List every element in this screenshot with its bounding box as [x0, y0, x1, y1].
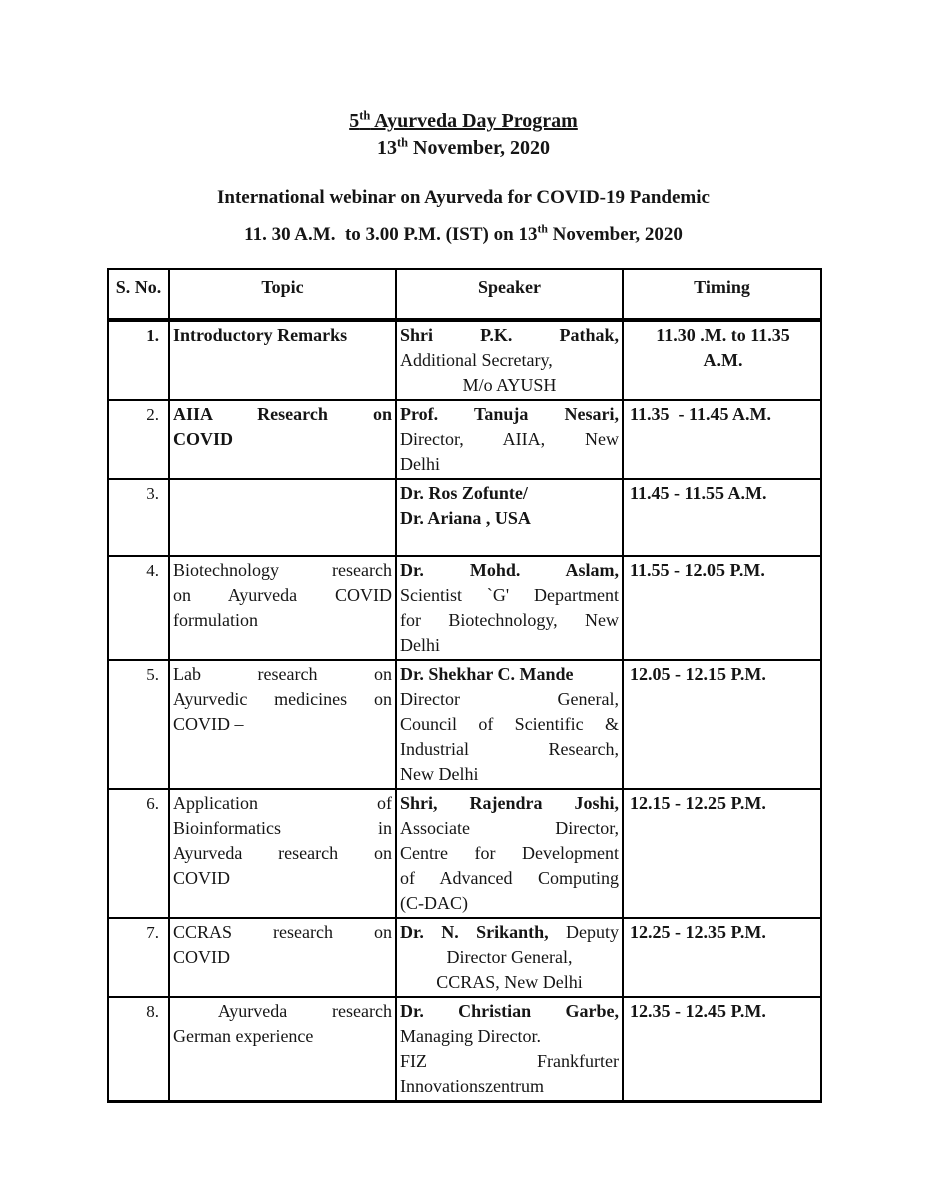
cell-text-bold: Dr. Ros Zofunte/ [400, 483, 528, 503]
timing-cell [623, 918, 821, 997]
cell-line [630, 323, 816, 348]
cell-line [400, 633, 619, 658]
cell-text: CCRAS research on [173, 922, 392, 942]
date-rest: November, 2020 [408, 137, 551, 159]
table-header-row [108, 269, 821, 320]
cell-line [400, 323, 619, 348]
program-table-body [108, 320, 821, 1102]
timing-cell [623, 997, 821, 1102]
cell-line [400, 945, 619, 970]
cell-text: Industrial Research, [400, 739, 619, 759]
cell-text-bold: A.M. [703, 350, 743, 370]
cell-line [400, 608, 619, 633]
page-title [0, 108, 927, 135]
time-rest: November, 2020 [547, 224, 683, 245]
table-row [108, 660, 821, 789]
cell-line [400, 999, 619, 1024]
cell-line [173, 427, 392, 452]
speaker-cell [396, 320, 623, 400]
page-title-text [349, 110, 578, 132]
column-header-timing: Timing [623, 269, 821, 320]
cell-text-bold: 12.35 - 12.45 P.M. [630, 1001, 766, 1021]
cell-text-bold: 12.05 - 12.15 P.M. [630, 664, 766, 684]
speaker-cell [396, 556, 623, 660]
cell-text: Delhi [400, 635, 440, 655]
cell-text: Scientist `G' Department [400, 585, 619, 605]
cell-line [400, 920, 619, 945]
time-text: 11. 30 A.M. to 3.00 P.M. (IST) on 13 [244, 224, 538, 245]
cell-text: FIZ Frankfurter [400, 1051, 619, 1071]
cell-text-bold: Prof. Tanuja Nesari, [400, 404, 619, 424]
topic-cell [169, 556, 396, 660]
cell-text: Managing Director. [400, 1026, 541, 1046]
cell-text: Ayurvedic medicines on [173, 689, 392, 709]
date-number: 13 [376, 137, 397, 159]
serial-number-cell: 7. [108, 918, 169, 997]
timing-cell [623, 400, 821, 479]
time-ordinal-suffix: th [537, 222, 548, 236]
cell-line [173, 945, 392, 970]
cell-line [400, 1024, 619, 1049]
cell-text-bold: 11.30 .M. to 11.35 [656, 325, 790, 345]
cell-text-bold: 11.35 - 11.45 A.M. [630, 404, 772, 424]
cell-text: Director General, [446, 947, 573, 967]
cell-text-bold: Dr. Christian Garbe, [400, 1001, 619, 1021]
cell-text: Delhi [400, 454, 440, 474]
serial-number-cell: 4. [108, 556, 169, 660]
cell-text: Additional Secretary, [400, 350, 553, 370]
cell-line [400, 737, 619, 762]
cell-line [173, 402, 392, 427]
cell-line [173, 323, 392, 348]
cell-line [630, 481, 816, 506]
cell-text: Lab research on [173, 664, 392, 684]
table-row [108, 400, 821, 479]
cell-text: Ayurveda research [173, 1001, 392, 1021]
title-rest: Ayurveda Day Program [370, 110, 578, 132]
timing-cell [623, 479, 821, 556]
title-ordinal-suffix: th [359, 108, 371, 123]
serial-number-cell: 5. [108, 660, 169, 789]
cell-text: Ayurveda research on [173, 843, 392, 863]
cell-text-bold: Dr. Shekhar C. Mande [400, 664, 574, 684]
cell-line [400, 373, 619, 398]
cell-line [400, 427, 619, 452]
cell-line [400, 402, 619, 427]
timing-cell [623, 320, 821, 400]
cell-text: Biotechnology research [173, 560, 392, 580]
cell-line [630, 348, 816, 373]
cell-line [630, 402, 816, 427]
table-row [108, 997, 821, 1102]
cell-text: for Biotechnology, New [400, 610, 619, 630]
cell-line [400, 506, 619, 531]
cell-line [400, 687, 619, 712]
topic-cell [169, 789, 396, 918]
cell-line [400, 558, 619, 583]
cell-text: of Advanced Computing [400, 868, 619, 888]
event-time [0, 223, 927, 247]
cell-line [630, 999, 816, 1024]
cell-line [400, 452, 619, 477]
title-number: 5 [349, 110, 360, 132]
cell-line [400, 1074, 619, 1099]
cell-line [400, 712, 619, 737]
speaker-cell [396, 400, 623, 479]
serial-number-cell: 1. [108, 320, 169, 400]
cell-line [173, 558, 392, 583]
cell-text: CCRAS, New Delhi [436, 972, 583, 992]
timing-cell [623, 789, 821, 918]
table-row [108, 320, 821, 400]
table-row [108, 479, 821, 556]
cell-text: New Delhi [400, 764, 479, 784]
cell-line [173, 662, 392, 687]
cell-text-bold: 12.25 - 12.35 P.M. [630, 922, 766, 942]
cell-text: Director, AIIA, New [400, 429, 619, 449]
cell-line [173, 920, 392, 945]
cell-text: Innovationszentrum [400, 1076, 544, 1096]
table-row [108, 556, 821, 660]
table-row [108, 789, 821, 918]
timing-cell [623, 556, 821, 660]
cell-text: formulation [173, 610, 258, 630]
cell-text-bold: 11.55 - 12.05 P.M. [630, 560, 765, 580]
cell-text-bold: Dr. Ariana , USA [400, 508, 531, 528]
cell-line [173, 816, 392, 841]
speaker-cell [396, 660, 623, 789]
cell-line [173, 687, 392, 712]
speaker-cell [396, 997, 623, 1102]
cell-line [400, 841, 619, 866]
cell-line [630, 791, 816, 816]
cell-line [400, 816, 619, 841]
serial-number-cell: 3. [108, 479, 169, 556]
serial-number-cell: 2. [108, 400, 169, 479]
webinar-subtitle: International webinar on Ayurveda for COVID-19 Pandemic [217, 187, 710, 208]
cell-line [173, 608, 392, 633]
cell-text: COVID [173, 868, 230, 888]
cell-line [173, 999, 392, 1024]
cell-text-bold: COVID [173, 429, 234, 449]
cell-text-bold: Dr. Mohd. Aslam, [400, 560, 619, 580]
column-header-sno: S. No. [108, 269, 169, 320]
cell-text: Associate Director, [400, 818, 619, 838]
cell-text: Centre for Development [400, 843, 619, 863]
cell-text: M/o AYUSH [462, 375, 557, 395]
cell-line [400, 583, 619, 608]
timing-cell [623, 660, 821, 789]
cell-text: Bioinformatics in [173, 818, 392, 838]
cell-line [400, 970, 619, 995]
cell-text-bold: 12.15 - 12.25 P.M. [630, 793, 766, 813]
cell-line [400, 762, 619, 787]
cell-line [173, 712, 392, 737]
cell-text-bold: 11.45 - 11.55 A.M. [630, 483, 767, 503]
cell-line [173, 791, 392, 816]
cell-line [400, 791, 619, 816]
cell-text-bold: Dr. N. Srikanth, [400, 922, 549, 942]
program-schedule-table [107, 268, 822, 1103]
topic-cell [169, 997, 396, 1102]
cell-text: COVID [173, 947, 230, 967]
topic-cell [169, 320, 396, 400]
cell-line [173, 841, 392, 866]
cell-text-bold: Shri, Rajendra Joshi, [400, 793, 619, 813]
cell-line [173, 583, 392, 608]
cell-line [400, 891, 619, 916]
topic-cell [169, 918, 396, 997]
topic-cell [169, 479, 396, 556]
document-header [0, 0, 927, 247]
cell-line [173, 866, 392, 891]
cell-line [400, 662, 619, 687]
cell-line [400, 1049, 619, 1074]
cell-line [400, 866, 619, 891]
cell-line [630, 558, 816, 583]
cell-text: on Ayurveda COVID [173, 585, 392, 605]
table-row [108, 918, 821, 997]
date-ordinal-suffix: th [396, 135, 408, 150]
cell-text-bold: AIIA Research on [173, 404, 392, 424]
cell-text: (C-DAC) [400, 893, 468, 913]
serial-number-cell: 8. [108, 997, 169, 1102]
topic-cell [169, 400, 396, 479]
event-date [0, 135, 927, 162]
cell-line [630, 920, 816, 945]
cell-text: COVID – [173, 714, 244, 734]
cell-text-bold: Introductory Remarks [173, 325, 348, 345]
speaker-cell [396, 918, 623, 997]
cell-text: Council of Scientific & [400, 714, 619, 734]
cell-line [173, 1024, 392, 1049]
speaker-cell [396, 479, 623, 556]
cell-text: Deputy [548, 922, 619, 942]
cell-line [400, 348, 619, 373]
serial-number-cell: 6. [108, 789, 169, 918]
cell-text: German experience [173, 1026, 314, 1046]
speaker-cell [396, 789, 623, 918]
topic-cell [169, 660, 396, 789]
column-header-topic: Topic [169, 269, 396, 320]
cell-text-bold: Shri P.K. Pathak, [400, 325, 619, 345]
cell-text: Director General, [400, 689, 619, 709]
cell-text: Application of [173, 793, 392, 813]
cell-line [400, 481, 619, 506]
cell-line [630, 662, 816, 687]
column-header-speaker: Speaker [396, 269, 623, 320]
